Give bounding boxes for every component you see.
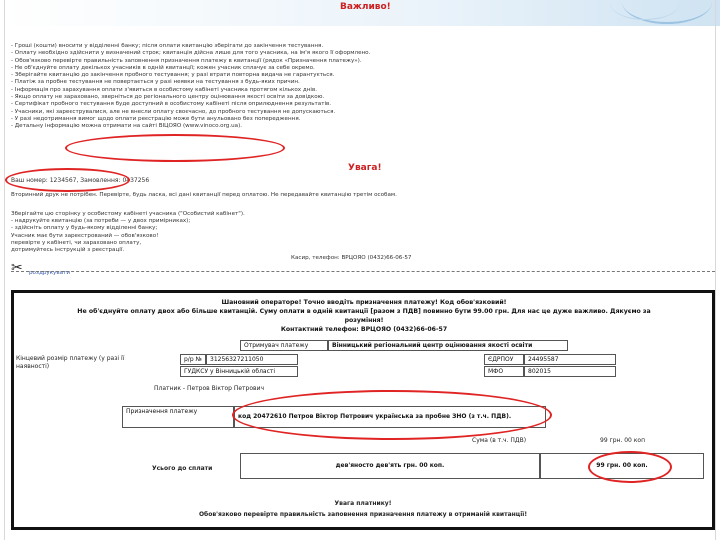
order-number-line: Ваш номер: 1234567, Замовлення: 0437256 [11, 177, 150, 184]
payment-receipt [11, 290, 715, 530]
warning-paragraph: Вторинний друк не потрібен. Перевірте, будь ласка, всі дані квитанції перед оплатою. Не передавайте квитанцію третім особам. [11, 192, 397, 198]
notice-item: - Сертифікат пробного тестування буде доступний в особистому кабінеті після оприлюднення результатів. [11, 101, 332, 108]
header-line: Шановний операторе! Точно вводіть призначення платежу! Код обов'язковий! [221, 299, 507, 306]
notice-item: - Учасники, які зареєструвалися, але не внесли оплату своєчасно, до пробного тестування не допускаються. [11, 108, 336, 115]
recipient-label: Отримувач платежу [240, 340, 328, 351]
note-line: перевірте у кабінеті, чи зараховано оплату, [11, 239, 142, 246]
sum-label: Сума (в т.ч. ПДВ) [472, 437, 527, 444]
cashier-line: Касир, телефон: ВРЦОЯО (0432)66-06-57 [291, 255, 412, 261]
important-title: Важливо! [340, 2, 391, 12]
annotation-ellipse-amount [588, 451, 672, 483]
notice-item: - У разі недотримання вимог щодо оплати реєстрацію може бути анульовано без попередження. [11, 115, 301, 122]
note-line: - надрукуйте квитанцію (за потреби — у двох примірниках); [11, 218, 191, 225]
notice-item: - Платіж за пробне тестування не повертається у разі неявки на тестування з будь-яких причин. [11, 79, 300, 86]
document-page [4, 0, 716, 540]
annotation-ellipse-contact [65, 134, 285, 162]
header-line: Не об'єднуйте оплату двох або більше квитанцій. Суму оплати в одній квитанції [разом з ПДВ] повинно бути 99.00 грн. Для нас це дуже важливо. Дякуємо за розуміння! [77, 307, 651, 324]
payer-line: Платник - Петров Віктор Петрович [154, 385, 265, 392]
receipt-header [74, 299, 654, 335]
notice-list [11, 43, 711, 131]
note-line: дотримуйтесь інструкцій з реєстрації. [11, 246, 125, 253]
notice-item: - Обов'язково перевірте правильність заповнення призначення платежу в квитанції (рядок «Призначення платежу»). [11, 57, 362, 64]
cut-line [11, 271, 715, 272]
footer-title: Увага платнику! [334, 500, 392, 507]
account-label: Кінцевий розмір платежу (у разі її наявності) [16, 355, 125, 370]
notice-item: - Інформація про зарахування оплати з'явиться в особистому кабінеті учасника протягом кількох днів. [11, 86, 318, 93]
total-amount: 99 грн. 00 коп. [540, 453, 704, 479]
warning-title: Увага! [348, 163, 382, 173]
sum-value: 99 грн. 00 коп [600, 437, 645, 444]
account-prefix: р/р № [180, 354, 206, 365]
edrpou-value: 24495587 [524, 354, 616, 365]
notes-block [11, 211, 411, 254]
header-line: Контактний телефон: ВРЦОЯО (0432)66-06-57 [280, 325, 448, 333]
total-in-words: дев'яносто дев'ять грн. 00 коп. [240, 453, 540, 479]
note-line: Зберігайте цю сторінку у особистому кабінеті учасника ("Особистий кабінет"). [11, 211, 245, 217]
bank-name: ГУДКСУ у Вінницькій області [180, 366, 298, 377]
mfo-label: МФО [484, 366, 524, 377]
notice-item: - Не об'єднуйте оплату декількох учасників в одній квитанції; кожен учасник сплачує за себе окремо. [11, 64, 315, 71]
account-number: 31256327211050 [206, 354, 298, 365]
notice-item: - Якщо оплату не зараховано, зверніться до регіонального центру оцінювання якості освіти за довідкою. [11, 94, 325, 101]
mfo-value: 802015 [524, 366, 616, 377]
notice-item: - Детальну інформацію можна отримати на сайті ВІЦОЯО (www.vinoco.org.ua). [11, 123, 243, 130]
notice-item: - Оплату необхідно здійснити у визначений строк; квитанція дійсна лише для того учасника, на ім'я якого її оформлено. [11, 50, 371, 57]
purpose-label: Призначення платежу [122, 406, 234, 428]
recipient-value: Вінницький регіональний центр оцінювання якості освіти [328, 340, 568, 351]
note-line: - здійсніть оплату у будь-якому відділенні банку; [11, 225, 158, 232]
print-link[interactable]: роздрукувати [29, 270, 70, 276]
total-label: Усього до сплати [152, 465, 213, 472]
annotation-ellipse-purpose [232, 390, 552, 440]
note-line: Учасник має бути зареєстрований — обов'язково! [11, 232, 159, 239]
edrpou-label: ЄДРПОУ [484, 354, 524, 365]
notice-item: - Гроші (кошти) вносити у відділенні банку; після оплати квитанцію зберігати до закінчення тестування. [11, 43, 324, 49]
footer-text: Обов'язково перевірте правильність заповнення призначення платежу в отриманій квитанції! [198, 511, 528, 518]
notice-item: - Зберігайте квитанцію до закінчення пробного тестування; у разі втрати повторна видача не гарантується. [11, 72, 335, 79]
annotation-ellipse-order [5, 168, 130, 192]
purpose-value: код 20472610 Петров Віктор Петрович українська за пробне ЗНО (з т.ч. ПДВ). [234, 406, 546, 428]
scissors-icon: ✂ [11, 260, 23, 276]
